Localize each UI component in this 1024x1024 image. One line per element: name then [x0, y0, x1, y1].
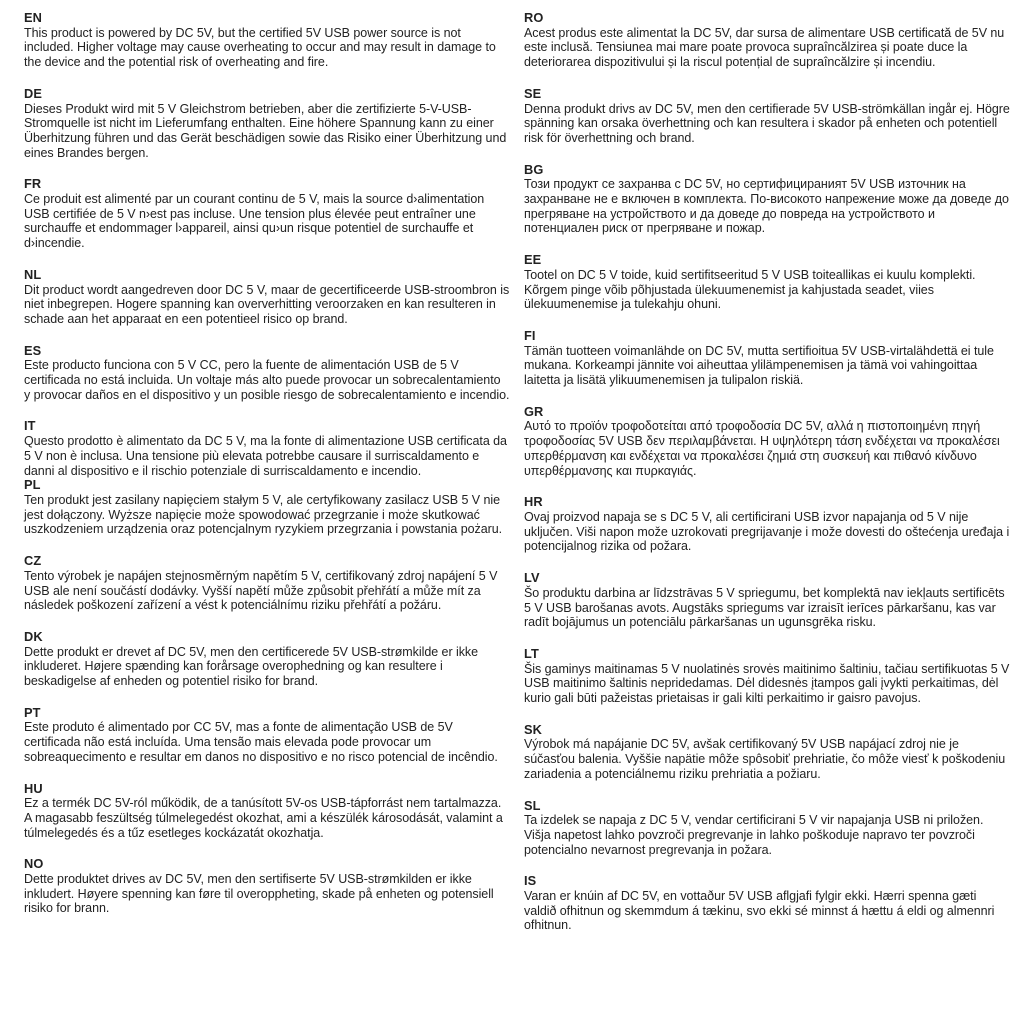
warning-text-bg: Този продукт се захранва с DC 5V, но сертифицираният 5V USB източник на захранване не е включен в комплекта. По-високото напрежение може да доведе до прегряване на устройството и да доведе до повреда на устройството и потенциален риск от прегряване и пожар. — [524, 177, 1009, 236]
lang-section-sl — [524, 799, 1010, 858]
language-code-nl: NL — [24, 266, 42, 282]
warning-text-lt: Šis gaminys maitinamas 5 V nuolatinės srovės maitinimo šaltiniu, tačiau sertifikuotas 5 V USB maitinimo šaltinis nepridedamas. Dėl didesnės įtampos gali įvykti perkaitimas, dėl kurio gali būti pažeistas prietaisas ir gali kilti perkaitimo ir gaisro pavojus. — [524, 661, 1010, 706]
language-code-hr: HR — [524, 494, 543, 510]
warning-text-sl: Ta izdelek se napaja z DC 5 V, vendar certificirani 5 V vir napajanja USB ni priložen. Višja napetost lahko povzroči pregrevanje in lahko poškoduje napravo ter povzroči potencialno nevarnost pregrevanja in požara. — [524, 813, 984, 857]
warning-text-sk: Výrobok má napájanie DC 5V, avšak certifikovaný 5V USB napájací zdroj nie je súčasťou balenia. Vyššie napätie môže spôsobiť prehriatie, čo môže viesť k poškodeniu zariadenia a potenciálnemu riziku prehriatia a požiaru. — [524, 737, 1006, 781]
language-code-no: NO — [24, 856, 44, 872]
language-code-it: IT — [24, 418, 36, 434]
lang-section-es — [24, 344, 510, 403]
warning-text-pl: Ten produkt jest zasilany napięciem stałym 5 V, ale certyfikowany zasilacz USB 5 V nie jest dołączony. Wyższe napięcie może spowodować przegrzanie i może skutkować uszkodzeniem urządzenia oraz potencjalnym ryzykiem przegrzania i powstania pożaru. — [24, 492, 503, 537]
lang-section-hu — [24, 782, 510, 841]
language-code-dk: DK — [24, 628, 43, 644]
language-code-se: SE — [524, 85, 542, 101]
warning-text-hr: Ovaj proizvod napaja se s DC 5 V, ali certificirani USB izvor napajanja od 5 V nije uključen. Viši napon može uzrokovati pregrijavanje i može dovesti do oštećenja uređaja i potencijalnog rizika od požara. — [524, 509, 1010, 554]
lang-section-lt — [524, 647, 1010, 706]
warning-text-no: Dette produktet drives av DC 5V, men den sertifiserte 5V USB-strømkilden er ikke inkludert. Høyere spenning kan føre til overoppheting, skade på enheten og potensiell risiko for brann. — [24, 872, 494, 916]
language-code-fi: FI — [524, 327, 536, 343]
lang-section-fi — [524, 329, 1010, 388]
language-code-cz: CZ — [24, 553, 42, 569]
language-code-de: DE — [24, 85, 42, 101]
warning-text-hu: Ez a termék DC 5V-ról működik, de a tanúsított 5V-os USB-tápforrást nem tartalmazza. A magasabb feszültség túlmelegedést okozhat, ami a készülék károsodását, valamint a túlmelegedés és a tűz esetleges kockázatát okozhatja. — [24, 796, 503, 840]
warning-text-gr: Αυτό το προϊόν τροφοδοτείται από τροφοδοσία DC 5V, αλλά η πιστοποιημένη πηγή τροφοδοσίας 5V USB δεν περιλαμβάνεται. Η υψηλότερη τάση ενδέχεται να προκαλέσει υπερθέρμανση και ενδέχεται να προκαλέσει ζημιά στη συσκευή και πιθανό κίνδυνο υπερθέρμανσης και πυρκαγιάς. — [524, 419, 1000, 478]
lang-section-se — [524, 87, 1010, 146]
language-code-ee: EE — [524, 252, 542, 268]
language-code-lt: LT — [524, 645, 539, 661]
warning-text-en: This product is powered by DC 5V, but the certified 5V USB power source is not included. Higher voltage may cause overheating to occur and may result in damage to the device and the potential risk of overheating and fire. — [24, 25, 496, 70]
lang-section-hr — [524, 495, 1010, 554]
lang-section-is — [524, 874, 1010, 933]
language-code-hu: HU — [24, 780, 43, 796]
language-code-es: ES — [24, 342, 42, 358]
lang-section-sk — [524, 723, 1010, 782]
lang-section-pt — [24, 706, 510, 765]
warning-text-fr: Ce produit est alimenté par un courant continu de 5 V, mais la source d›alimentation USB certifiée de 5 V n›est pas incluse. Une tension plus élevée peut entraîner une surchauffe et endommager l›appareil, ainsi qu›un risque potentiel de surchauffe et d›incendie. — [24, 192, 485, 251]
lang-section-de — [24, 87, 510, 161]
warning-text-pt: Este produto é alimentado por CC 5V, mas a fonte de alimentação USB de 5V certificada não está incluída. Uma tensão mais elevada pode provocar um sobreaquecimento e resultar em danos no dispositivo e no risco potencial de incêndio. — [24, 720, 498, 764]
warning-text-de: Dieses Produkt wird mit 5 V Gleichstrom betrieben, aber die zertifizierte 5-V-USB-Stromquelle ist nicht im Lieferumfang enthalten. Eine höhere Spannung kann zu einer Überhitzung führen und das Gerät beschädigen sowie das Risiko einer Überhitzung und eines Brandes bergen. — [24, 101, 507, 160]
lang-section-en — [24, 11, 510, 70]
warning-text-is: Varan er knúin af DC 5V, en vottaður 5V USB aflgjafi fylgir ekki. Hærri spenna gæti valdið ofhitnun og skemmdum á tækinu, svo ekki sé minnst á hættu á eldi og almennri ofhitnun. — [524, 889, 995, 933]
language-code-gr: GR — [524, 403, 544, 419]
lang-section-no — [24, 857, 510, 916]
language-code-bg: BG — [524, 161, 544, 177]
lang-section-pl — [24, 478, 510, 537]
lang-section-gr — [524, 405, 1010, 479]
warning-text-nl: Dit product wordt aangedreven door DC 5 V, maar de gecertificeerde USB-stroombron is niet inbegrepen. Hogere spanning kan oververhitting veroorzaken en kan resulteren in schade aan het apparaat en een potentieel risico op brand. — [24, 282, 510, 326]
warning-text-ro: Acest produs este alimentat la DC 5V, dar sursa de alimentare USB certificată de 5V nu este inclusă. Tensiunea mai mare poate provoca supraîncălzirea și poate duce la deteriorarea dispozitivului și la riscul potențial de supraîncălzire și incendiu. — [524, 25, 1005, 70]
lang-section-ee — [524, 253, 1010, 312]
left-column — [24, 11, 510, 1016]
language-code-is: IS — [524, 873, 537, 889]
language-code-fr: FR — [24, 176, 42, 192]
lang-section-dk — [24, 630, 510, 689]
lang-section-nl — [24, 268, 510, 327]
language-code-sk: SK — [524, 721, 542, 737]
lang-section-lv — [524, 571, 1010, 630]
language-code-pl: PL — [24, 477, 41, 493]
language-code-en: EN — [24, 10, 42, 25]
warning-text-se: Denna produkt drivs av DC 5V, men den certifierade 5V USB-strömkällan ingår ej. Högre spänning kan orsaka överhettning och kan resultera i skador på enheten och potentiell risk för överhettning och brand. — [524, 101, 1010, 145]
warning-text-fi: Tämän tuotteen voimanlähde on DC 5V, mutta sertifioitua 5V USB-virtalähdettä ei tule mukana. Korkeampi jännite voi aiheuttaa ylilämpenemisen ja tämä voi vahingoittaa laitetta ja lisätä ylikuumenemisen ja tulipalon riskiä. — [524, 343, 994, 388]
lang-section-cz — [24, 554, 510, 613]
lang-section-it — [24, 419, 510, 478]
warning-text-cz: Tento výrobek je napájen stejnosměrným napětím 5 V, certifikovaný zdroj napájení 5 V USB ale není součástí dodávky. Vyšší napětí může způsobit přehřátí a může mít za následek poškození zařízení a vést k potenciálnímu riziku přehřátí a požáru. — [24, 568, 498, 613]
warning-text-dk: Dette produkt er drevet af DC 5V, men den certificerede 5V USB-strømkilde er ikke inkluderet. Højere spænding kan forårsage overophedning og kan resultere i beskadigelse af enheden og potentiel risiko for brand. — [24, 644, 479, 689]
warning-text-es: Este producto funciona con 5 V CC, pero la fuente de alimentación USB de 5 V certificada no está incluida. Un voltaje más alto puede provocar un sobrecalentamiento y provocar daños en el dispositivo y un posible riesgo de sobrecalentamiento e incendio. — [24, 358, 510, 402]
lang-section-ro — [524, 11, 1010, 70]
right-column — [524, 11, 1010, 1016]
language-code-sl: SL — [524, 797, 541, 813]
warning-text-ee: Tootel on DC 5 V toide, kuid sertifitseeritud 5 V USB toiteallikas ei kuulu komplekti. Kõrgem pinge võib põhjustada ülekuumenemist ja kahjustada seadet, viies ülekuumenemise ja tulekahju ohuni. — [524, 267, 976, 312]
language-code-ro: RO — [524, 10, 544, 25]
warning-text-lv: Šo produktu darbina ar līdzstrāvas 5 V spriegumu, bet komplektā nav iekļauts sertificēts 5 V USB barošanas avots. Augstāks spriegums var izraisīt ierīces pārkaršanu, kas var radīt bojājumus un potenciālu pārkaršanas un ugunsgrēka risku. — [524, 585, 1005, 630]
language-code-pt: PT — [24, 704, 41, 720]
warning-text-it: Questo prodotto è alimentato da DC 5 V, ma la fonte di alimentazione USB certificata da 5 V non è inclusa. Una tensione più elevata potrebbe causare il surriscaldamento e danni al dispositivo e il rischio potenziale di surriscaldamento e incendio. — [24, 434, 507, 478]
lang-section-bg — [524, 163, 1010, 237]
lang-section-fr — [24, 177, 510, 251]
language-code-lv: LV — [524, 570, 540, 586]
